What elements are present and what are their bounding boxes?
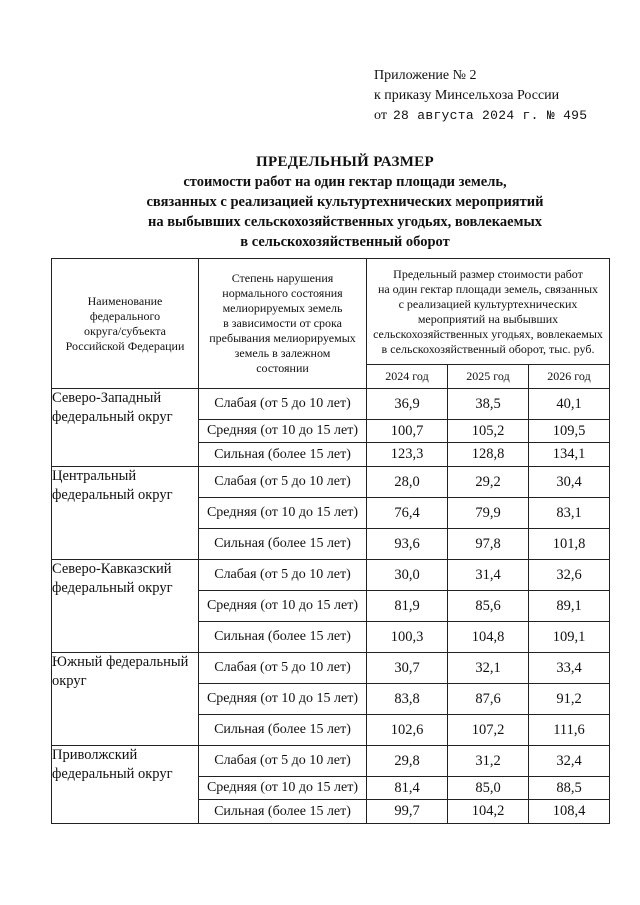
value-cell-2024: 100,3 [367, 622, 448, 653]
value-cell-2025: 29,2 [448, 467, 529, 498]
value-cell-2025: 79,9 [448, 498, 529, 529]
value-cell-2026: 32,6 [529, 560, 610, 591]
value-cell-2025: 97,8 [448, 529, 529, 560]
value-cell-2026: 40,1 [529, 389, 610, 420]
region-cell: Центральный федеральный округ [52, 467, 199, 560]
value-cell-2024: 93,6 [367, 529, 448, 560]
document-title [40, 152, 640, 252]
value-cell-2024: 29,8 [367, 746, 448, 777]
header-year-2024: 2024 год [367, 365, 448, 389]
value-cell-2024: 30,0 [367, 560, 448, 591]
appendix-number: Приложение № 2 [374, 68, 477, 83]
region-cell: Северо-Западный федеральный округ [52, 389, 199, 467]
title-subline-3: на выбывших сельскохозяйственных угодьях, вовлекаемых [147, 214, 543, 230]
value-cell-2024: 81,9 [367, 591, 448, 622]
header-year-2025: 2025 год [448, 365, 529, 389]
value-cell-2025: 104,2 [448, 800, 529, 824]
region-cell: Южный федеральный округ [52, 653, 199, 746]
value-cell-2025: 85,6 [448, 591, 529, 622]
value-cell-2026: 33,4 [529, 653, 610, 684]
degree-cell: Сильная (более 15 лет) [199, 800, 367, 824]
region-cell: Приволжский федеральный округ [52, 746, 199, 824]
degree-cell: Сильная (более 15 лет) [199, 443, 367, 467]
degree-cell: Средняя (от 10 до 15 лет) [199, 591, 367, 622]
value-cell-2026: 111,6 [529, 715, 610, 746]
value-cell-2025: 31,2 [448, 746, 529, 777]
title-subline-1: стоимости работ на один гектар площади земель, [183, 174, 507, 190]
appendix-order-ref: к приказу Минсельхоза России [374, 88, 560, 103]
value-cell-2025: 105,2 [448, 420, 529, 443]
degree-cell: Средняя (от 10 до 15 лет) [199, 498, 367, 529]
table-row [52, 389, 610, 420]
value-cell-2025: 85,0 [448, 777, 529, 800]
table-row [52, 560, 610, 591]
region-cell: Северо-Кавказский федеральный округ [52, 560, 199, 653]
value-cell-2024: 102,6 [367, 715, 448, 746]
value-cell-2026: 101,8 [529, 529, 610, 560]
value-cell-2025: 128,8 [448, 443, 529, 467]
title-subline-2: связанных с реализацией культуртехнических мероприятий [146, 194, 544, 210]
degree-cell: Сильная (более 15 лет) [199, 715, 367, 746]
value-cell-2025: 31,4 [448, 560, 529, 591]
value-cell-2026: 109,5 [529, 420, 610, 443]
value-cell-2024: 36,9 [367, 389, 448, 420]
table-header-row [52, 259, 610, 365]
value-cell-2024: 123,3 [367, 443, 448, 467]
value-cell-2026: 30,4 [529, 467, 610, 498]
degree-cell: Слабая (от 5 до 10 лет) [199, 467, 367, 498]
title-subline-4: в сельскохозяйственный оборот [240, 234, 450, 250]
title-main: ПРЕДЕЛЬНЫЙ РАЗМЕР [256, 154, 434, 170]
value-cell-2024: 83,8 [367, 684, 448, 715]
header-degree: Степень нарушения нормального состояния мелиорируемых земель в зависимости от срока пребывания мелиорируемых земель в залежном состоянии [199, 259, 367, 389]
cost-limits-table [51, 258, 610, 824]
value-cell-2024: 30,7 [367, 653, 448, 684]
table-row [52, 746, 610, 777]
value-cell-2026: 109,1 [529, 622, 610, 653]
header-cost-limit: Предельный размер стоимости работ на один гектар площади земель, связанных с реализацией культуртехнических мероприятий на выбывших сельскохозяйственных угодьях, вовлекаемых в сельскохозяйственный оборот, тыс. руб. [367, 259, 610, 365]
table-row [52, 467, 610, 498]
value-cell-2024: 28,0 [367, 467, 448, 498]
value-cell-2025: 104,8 [448, 622, 529, 653]
value-cell-2026: 32,4 [529, 746, 610, 777]
value-cell-2024: 100,7 [367, 420, 448, 443]
degree-cell: Сильная (более 15 лет) [199, 529, 367, 560]
appendix-block [374, 66, 624, 126]
degree-cell: Слабая (от 5 до 10 лет) [199, 389, 367, 420]
value-cell-2026: 134,1 [529, 443, 610, 467]
degree-cell: Слабая (от 5 до 10 лет) [199, 560, 367, 591]
degree-cell: Сильная (более 15 лет) [199, 622, 367, 653]
value-cell-2024: 99,7 [367, 800, 448, 824]
degree-cell: Слабая (от 5 до 10 лет) [199, 653, 367, 684]
value-cell-2026: 89,1 [529, 591, 610, 622]
value-cell-2025: 38,5 [448, 389, 529, 420]
degree-cell: Средняя (от 10 до 15 лет) [199, 777, 367, 800]
value-cell-2024: 76,4 [367, 498, 448, 529]
header-year-2026: 2026 год [529, 365, 610, 389]
value-cell-2024: 81,4 [367, 777, 448, 800]
header-region: Наименование федерального округа/субъекта Российской Федерации [52, 259, 199, 389]
value-cell-2025: 107,2 [448, 715, 529, 746]
appendix-date-prefix: от [374, 108, 387, 123]
degree-cell: Средняя (от 10 до 15 лет) [199, 420, 367, 443]
appendix-date-value: 28 августа 2024 г. № 495 [392, 108, 588, 123]
value-cell-2026: 108,4 [529, 800, 610, 824]
degree-cell: Средняя (от 10 до 15 лет) [199, 684, 367, 715]
degree-cell: Слабая (от 5 до 10 лет) [199, 746, 367, 777]
table-row [52, 653, 610, 684]
value-cell-2026: 91,2 [529, 684, 610, 715]
appendix-date-line [374, 106, 624, 126]
value-cell-2025: 32,1 [448, 653, 529, 684]
value-cell-2026: 83,1 [529, 498, 610, 529]
value-cell-2025: 87,6 [448, 684, 529, 715]
value-cell-2026: 88,5 [529, 777, 610, 800]
